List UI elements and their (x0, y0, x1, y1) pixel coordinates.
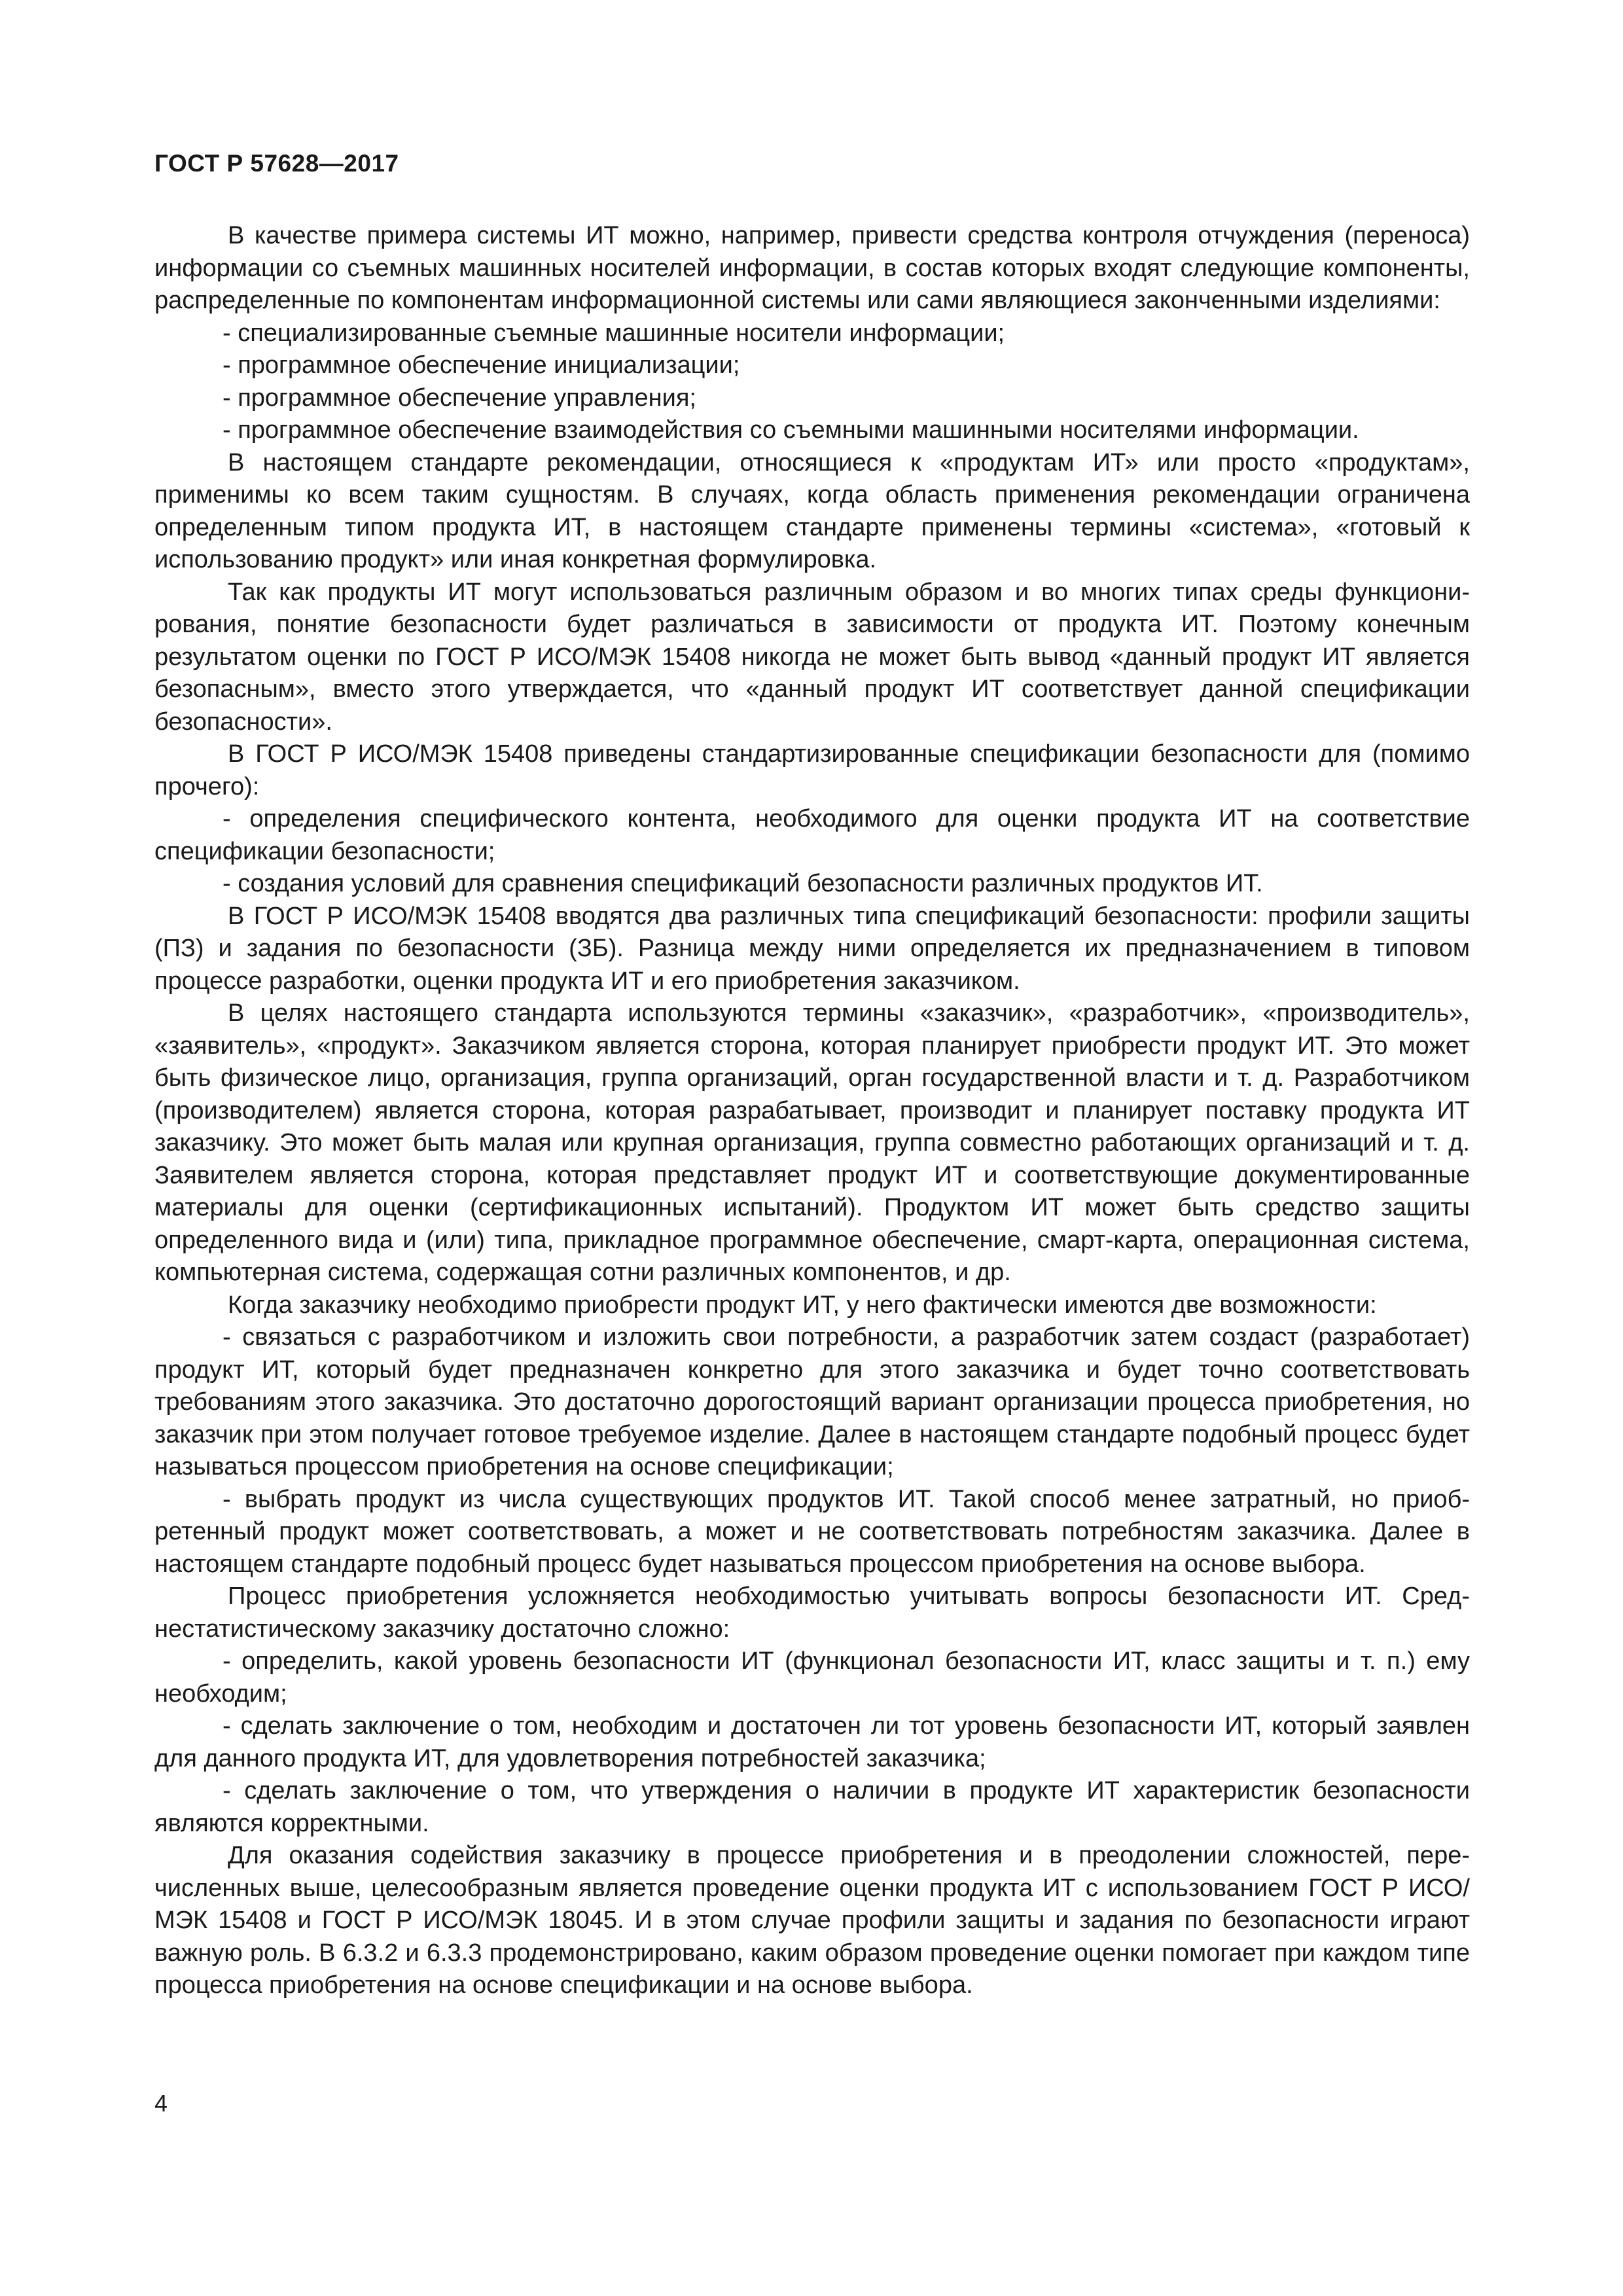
list-item: - программное обеспечение взаимодействия со съемными машинными носителями информации. (223, 416, 1359, 444)
paragraph: Когда заказчику необходимо приобрести продукт ИТ, у него фактически имеются две возможности: (228, 1291, 1377, 1319)
paragraph: В качестве примера системы ИТ можно, например, привести средства контроля отчуждения (переноса) информации со съемных машинных носителей информации, в состав которых входят следующие компоненты, распределенные по компонентам информационной системы или сами являющиеся законченными изделиями: (154, 222, 1470, 314)
paragraph: В ГОСТ Р ИСО/МЭК 15408 приведены стандартизированные спецификации безопасности для (помимо прочего): (154, 740, 1470, 800)
list-item: - выбрать продукт из числа существующих продуктов ИТ. Такой способ менее затратный, но приобретенный продукт может соответствовать, а может и не соответствовать потребностям заказчика. Далее в настоящем стандарте подобный процесс будет называться процессом приобретения на основе выбора. (154, 1485, 1470, 1578)
paragraph: Так как продукты ИТ могут использоваться различным образом и во многих типах среды функционирования, понятие безопасности будет различаться в зависимости от продукта ИТ. Поэтому конечным результатом оценки по ГОСТ Р ИСО/МЭК 15408 никогда не может быть вывод «данный продукт ИТ является безопасным», вместо этого утверждается, что «данный продукт ИТ соответствует данной спецификации безопасности». (154, 578, 1470, 736)
paragraph: Для оказания содействия заказчику в процессе приобретения и в преодолении сложностей, перечисленных выше, целесообразным является проведение оценки продукта ИТ с использованием ГОСТ Р ИСО/МЭК 15408 и ГОСТ Р ИСО/МЭК 18045. И в этом случае профили защиты и задания по безопасности играют важную роль. В 6.3.2 и 6.3.3 продемонстрировано, каким образом проведение оценки помогает при каждом типе процесса приобретения на основе спецификации и на основе выбора. (154, 1842, 1470, 1999)
document-body (154, 220, 1470, 2002)
list-item: - определения специфического контента, необходимого для оценки продукта ИТ на соответствие спецификации безопасности; (154, 805, 1470, 865)
list-item: - сделать заключение о том, необходим и достаточен ли тот уровень безопасности ИТ, который заявлен для данного продукта ИТ, для удовлетворения потребностей заказчика; (154, 1712, 1470, 1772)
paragraph: Процесс приобретения усложняется необходимостью учитывать вопросы безопасности ИТ. Среднестатистическому заказчику достаточно сложно: (154, 1583, 1470, 1643)
list-item: - программное обеспечение инициализации; (223, 351, 740, 379)
paragraph: В настоящем стандарте рекомендации, относящиеся к «продуктам ИТ» или просто «продуктам», применимы ко всем таким сущностям. В случаях, когда область применения рекомендации ограничена определенным типом продукта ИТ, в настоящем стандарте применены термины «система», «готовый к использованию продукт» или иная конкретная формулировка. (154, 448, 1470, 573)
list-item: - создания условий для сравнения спецификаций безопасности различных продуктов ИТ. (223, 870, 1263, 897)
list-item: - связаться с разработчиком и изложить свои потребности, а разработчик затем создаст (разработает) продукт ИТ, который будет предназначен конкретно для этого заказчика и будет точно соответствовать требованиям этого заказчика. Это достаточно дорогостоящий вариант организации процесса приобретения, но заказчик при этом получает готовое требуемое изделие. Далее в настоящем стандарте подобный процесс будет называться процессом приобретения на основе спецификации; (154, 1323, 1470, 1480)
list-item: - специализированные съемные машинные носители информации; (223, 319, 1005, 347)
list-item: - определить, какой уровень безопасности ИТ (функционал безопасности ИТ, класс защиты и т. п.) ему необходим; (154, 1647, 1470, 1708)
document-header: ГОСТ Р 57628—2017 (154, 150, 399, 177)
paragraph: В целях настоящего стандарта используются термины «заказчик», «разработчик», «производитель», «заявитель», «продукт». Заказчиком является сторона, которая планирует приобрести продукт ИТ. Это может быть физическое лицо, организация, группа организаций, орган государственной власти и т. д. Разработчиком (производителем) является сторона, которая разрабатывает, производит и планирует поставку продукта ИТ заказчику. Это может быть малая или крупная организация, группа совместно работающих организаций и т. д. Заявителем является сторона, которая представляет продукт ИТ и соответствующие документированные материалы для оценки (сертификационных испытаний). Продуктом ИТ может быть средство защиты определенного вида и (или) типа, прикладное программное обеспечение, смарт-карта, операционная система, компьютерная система, содержащая сотни различных компонентов, и др. (154, 999, 1470, 1286)
paragraph: В ГОСТ Р ИСО/МЭК 15408 вводятся два различных типа спецификаций безопасности: профили защиты (ПЗ) и задания по безопасности (ЗБ). Разница между ними определяется их предназначением в типовом процессе разработки, оценки продукта ИТ и его приобретения заказчиком. (154, 902, 1470, 995)
list-item: - программное обеспечение управления; (223, 384, 696, 412)
list-item: - сделать заключение о том, что утверждения о наличии в продукте ИТ характеристик безопасности являются корректными. (154, 1777, 1470, 1837)
page-number: 4 (154, 2090, 168, 2117)
